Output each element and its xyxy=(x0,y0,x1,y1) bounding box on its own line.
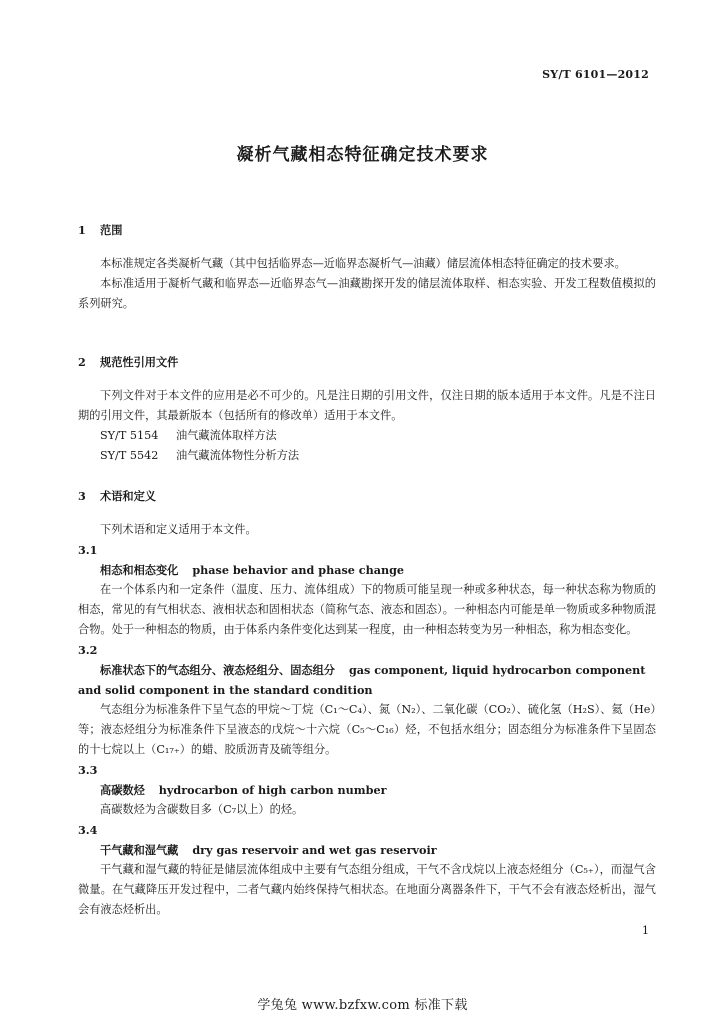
reference-item xyxy=(78,446,656,466)
paragraph: 本标准规定各类凝析气藏（其中包括临界态—近临界态凝析气—油藏）储层流体相态特征确定的技术要求。 xyxy=(100,257,626,270)
term-number: 3.1 xyxy=(78,543,98,557)
term-definition: 在一个体系内和一定条件（温度、压力、流体组成）下的物质可能呈现一种或多种状态，每一种状态称为物质的相态，常见的有气相状态、液相状态和固相状态（简称气态、液态和固态）。一种相态内可能是单一物质或多种物质混合物。处于一种相态的物质，由于体系内条件变化达到某一程度，由一种相态转变为另一种相态，称为相态变化。 xyxy=(78,583,656,636)
section-normative-references xyxy=(78,352,656,466)
term-number: 3.4 xyxy=(78,823,98,837)
term-entry xyxy=(78,820,656,920)
term-definition: 干气藏和湿气藏的特征是储层流体组成中主要有气态组分组成，干气不含戊烷以上液态烃组分（C₅₊），而湿气含微量。在气藏降压开发过程中，二者气藏内始终保持气相状态。在地面分离器条件下，干气不会有液态烃析出，湿气会有液态烃析出。 xyxy=(78,863,656,916)
standard-code: SY/T 6101—2012 xyxy=(542,68,649,81)
term-title-zh: 干气藏和湿气藏 xyxy=(100,843,179,857)
section-number: 1 xyxy=(78,223,86,237)
term-title-zh: 标准状态下的气态组分、液态烃组分、固态组分 xyxy=(100,663,335,677)
term-title-en: hydrocarbon of high carbon number xyxy=(158,783,387,797)
term-entry xyxy=(78,540,656,640)
section-heading xyxy=(78,220,656,240)
section-title: 术语和定义 xyxy=(100,489,156,503)
section-heading xyxy=(78,352,656,372)
paragraph: 本标准适用于凝析气藏和临界态—近临界态气—油藏勘探开发的储层流体取样、相态实验、开发工程数值模拟的系列研究。 xyxy=(78,277,656,310)
page-number: 1 xyxy=(642,924,649,937)
section-scope xyxy=(78,220,656,314)
reference-title: 油气藏流体物性分析方法 xyxy=(176,449,300,462)
reference-code: SY/T 5154 xyxy=(100,429,159,442)
term-title xyxy=(78,560,656,580)
term-title-en: dry gas reservoir and wet gas reservoir xyxy=(192,843,437,857)
term-definition: 气态组分为标准条件下呈气态的甲烷～丁烷（C₁～C₄）、氮（N₂）、二氧化碳（CO₂）、硫化氢（H₂S）、氦（He）等；液态烃组分为标准条件下呈液态的戊烷～十六烷（C₅～C₁₆）烃，不包括水组分；固态组分为标准条件下呈固态的十七烷以上（C₁₇₊）的蜡、胶质沥青及硫等组分。 xyxy=(78,703,656,756)
section-title: 范围 xyxy=(100,223,123,237)
footer-watermark-text: 学兔兔 www.bzfxw.com 标准下载 xyxy=(257,998,468,1013)
term-title-en: phase behavior and phase change xyxy=(192,563,405,577)
paragraph: 下列术语和定义适用于本文件。 xyxy=(100,523,257,536)
term-definition: 高碳数烃为含碳数目多（C₇以上）的烃。 xyxy=(100,803,304,816)
document-title: 凝析气藏相态特征确定技术要求 xyxy=(236,145,489,165)
term-entry xyxy=(78,640,656,760)
term-title-zh: 高碳数烃 xyxy=(100,783,145,797)
term-title-en: gas component, liquid hydrocarbon component xyxy=(348,663,646,677)
term-number: 3.2 xyxy=(78,643,98,657)
term-title-zh: 相态和相态变化 xyxy=(100,563,179,577)
section-heading xyxy=(78,486,656,506)
term-title xyxy=(78,780,656,800)
term-title xyxy=(78,660,656,680)
section-title: 规范性引用文件 xyxy=(100,355,179,369)
term-entry xyxy=(78,760,656,820)
reference-code: SY/T 5542 xyxy=(100,449,159,462)
term-title xyxy=(78,840,656,860)
section-terms-definitions xyxy=(78,486,656,920)
reference-item xyxy=(78,426,656,446)
section-number: 3 xyxy=(78,489,86,503)
paragraph: 下列文件对于本文件的应用是必不可少的。凡是注日期的引用文件，仅注日期的版本适用于本文件。凡是不注日期的引用文件，其最新版本（包括所有的修改单）适用于本文件。 xyxy=(78,389,656,422)
term-title-en-continued: and solid component in the standard condition xyxy=(78,683,373,697)
section-number: 2 xyxy=(78,355,86,369)
reference-title: 油气藏流体取样方法 xyxy=(176,429,277,442)
term-number: 3.3 xyxy=(78,763,98,777)
